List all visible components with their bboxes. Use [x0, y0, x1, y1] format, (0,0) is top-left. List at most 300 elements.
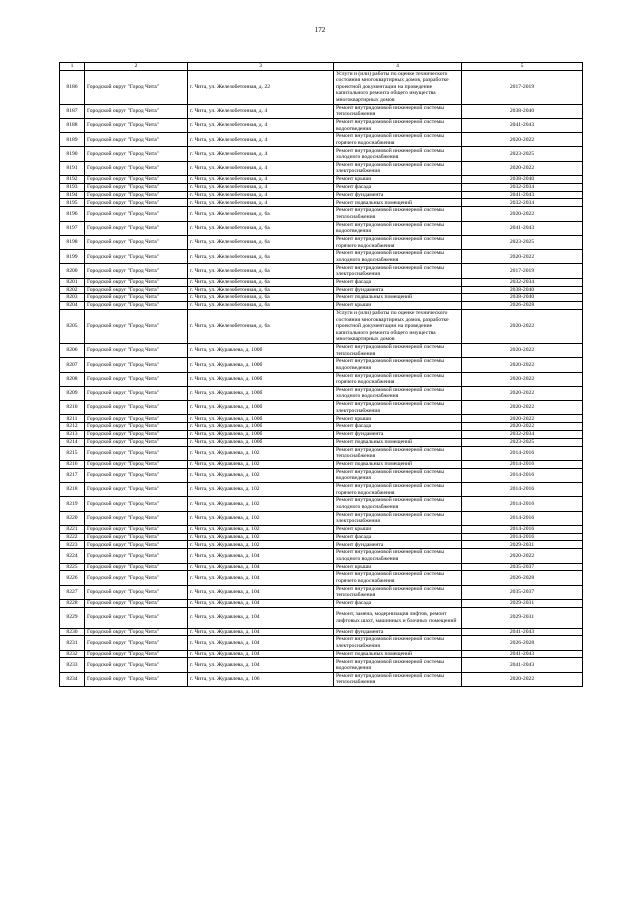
work-type-cell: Ремонт внутридомовой инженерной системы электроснабжения — [334, 511, 462, 525]
table-row — [60, 650, 583, 658]
table-row — [60, 483, 583, 497]
row-number-cell: 8201 — [60, 278, 85, 286]
municipality-cell: Городской округ "Город Чита" — [85, 118, 188, 132]
address-cell: г. Чита, ул. Железобетонная, д. 6а — [188, 264, 334, 278]
table-row — [60, 549, 583, 563]
work-type-cell: Услуги и (или) работы по оценке технического состояния многоквартирных домов, разработке проектной документации на проведение капитального ремонта общего имущества многоквартирных домов — [334, 70, 462, 104]
address-cell: г. Чита, ул. Железобетонная, д. 6а — [188, 221, 334, 235]
table-row — [60, 628, 583, 636]
period-cell: 2014-2016 — [462, 497, 583, 511]
table-row — [60, 607, 583, 628]
page-number: 172 — [314, 26, 326, 34]
column-header: 4 — [334, 63, 462, 71]
address-cell: г. Чита, ул. Журавлева, д. 104 — [188, 628, 334, 636]
municipality-cell: Городской округ "Город Чита" — [85, 343, 188, 357]
period-cell: 2032-2034 — [462, 183, 583, 191]
row-number-cell: 8227 — [60, 585, 85, 599]
period-cell: 2038-2040 — [462, 286, 583, 294]
municipality-cell: Городской округ "Город Чита" — [85, 207, 188, 221]
work-type-cell: Ремонт подвальных помещений — [334, 199, 462, 207]
table-row — [60, 302, 583, 310]
address-cell: г. Чита, ул. Журавлева, д. 104 — [188, 585, 334, 599]
municipality-cell: Городской округ "Город Чита" — [85, 294, 188, 302]
period-cell: 2026-2028 — [462, 302, 583, 310]
period-cell: 2014-2016 — [462, 468, 583, 482]
table-row — [60, 563, 583, 571]
address-cell: г. Чита, ул. Журавлева, д. 100б — [188, 401, 334, 415]
municipality-cell: Городской округ "Город Чита" — [85, 468, 188, 482]
work-type-cell: Ремонт внутридомовой инженерной системы теплоснабжения — [334, 585, 462, 599]
municipality-cell: Городской округ "Город Чита" — [85, 70, 188, 104]
period-cell: 2020-2022 — [462, 250, 583, 264]
table-row — [60, 372, 583, 386]
row-number-cell: 8194 — [60, 191, 85, 199]
period-cell: 2020-2022 — [462, 386, 583, 400]
work-type-cell: Ремонт, замена, модернизация лифтов, ремонт лифтовых шахт, машинных и блочных помещений — [334, 607, 462, 628]
work-type-cell: Ремонт внутридомовой инженерной системы электроснабжения — [334, 401, 462, 415]
table-row — [60, 161, 583, 175]
work-type-cell: Ремонт внутридомовой инженерной системы холодного водоснабжения — [334, 147, 462, 161]
row-number-cell: 8228 — [60, 599, 85, 607]
row-number-cell: 8186 — [60, 70, 85, 104]
table-row — [60, 438, 583, 446]
address-cell: г. Чита, ул. Журавлева, д. 100б — [188, 358, 334, 372]
row-number-cell: 8215 — [60, 446, 85, 460]
address-cell: г. Чита, ул. Журавлева, д. 104 — [188, 563, 334, 571]
row-number-cell: 8193 — [60, 183, 85, 191]
municipality-cell: Городской округ "Город Чита" — [85, 549, 188, 563]
table-row — [60, 497, 583, 511]
work-type-cell: Ремонт подвальных помещений — [334, 650, 462, 658]
municipality-cell: Городской округ "Город Чита" — [85, 286, 188, 294]
municipality-cell: Городской округ "Город Чита" — [85, 235, 188, 249]
address-cell: г. Чита, ул. Журавлева, д. 104 — [188, 571, 334, 585]
period-cell: 2041-2043 — [462, 650, 583, 658]
row-number-cell: 8231 — [60, 636, 85, 650]
period-cell: 2038-2040 — [462, 176, 583, 184]
address-cell: г. Чита, ул. Журавлева, д. 100б — [188, 438, 334, 446]
work-type-cell: Ремонт фасада — [334, 278, 462, 286]
municipality-cell: Городской округ "Город Чита" — [85, 497, 188, 511]
table-row — [60, 286, 583, 294]
work-type-cell: Ремонт внутридомовой инженерной системы теплоснабжения — [334, 343, 462, 357]
address-cell: г. Чита, ул. Железобетонная, д. 6а — [188, 207, 334, 221]
row-number-cell: 8202 — [60, 286, 85, 294]
table-row — [60, 176, 583, 184]
address-cell: г. Чита, ул. Железобетонная, д. 4 — [188, 176, 334, 184]
work-type-cell: Ремонт внутридомовой инженерной системы теплоснабжения — [334, 446, 462, 460]
address-cell: г. Чита, ул. Журавлева, д. 102 — [188, 525, 334, 533]
period-cell: 2020-2022 — [462, 207, 583, 221]
address-cell: г. Чита, ул. Журавлева, д. 102 — [188, 460, 334, 468]
address-cell: г. Чита, ул. Железобетонная, д. 6а — [188, 294, 334, 302]
row-number-cell: 8187 — [60, 104, 85, 118]
table-row — [60, 431, 583, 439]
municipality-cell: Городской округ "Город Чита" — [85, 650, 188, 658]
work-type-cell: Ремонт внутридомовой инженерной системы электроснабжения — [334, 161, 462, 175]
row-number-cell: 8229 — [60, 607, 85, 628]
municipality-cell: Городской округ "Город Чита" — [85, 191, 188, 199]
period-cell: 2020-2022 — [462, 161, 583, 175]
work-type-cell: Ремонт фундамента — [334, 541, 462, 549]
row-number-cell: 8196 — [60, 207, 85, 221]
period-cell: 2020-2022 — [462, 372, 583, 386]
period-cell: 2035-2037 — [462, 585, 583, 599]
address-cell: г. Чита, ул. Журавлева, д. 102 — [188, 483, 334, 497]
work-type-cell: Ремонт внутридомовой инженерной системы холодного водоснабжения — [334, 549, 462, 563]
table-row — [60, 571, 583, 585]
address-cell: г. Чита, ул. Журавлева, д. 102 — [188, 446, 334, 460]
work-type-cell: Ремонт фасада — [334, 183, 462, 191]
row-number-cell: 8211 — [60, 415, 85, 423]
municipality-cell: Городской округ "Город Чита" — [85, 309, 188, 343]
address-cell: г. Чита, ул. Журавлева, д. 100б — [188, 415, 334, 423]
row-number-cell: 8222 — [60, 533, 85, 541]
address-cell: г. Чита, ул. Железобетонная, д. 4 — [188, 133, 334, 147]
row-number-cell: 8209 — [60, 386, 85, 400]
municipality-cell: Городской округ "Город Чита" — [85, 541, 188, 549]
period-cell: 2032-2034 — [462, 431, 583, 439]
address-cell: г. Чита, ул. Железобетонная, д. 4 — [188, 161, 334, 175]
municipality-cell: Городской округ "Город Чита" — [85, 483, 188, 497]
row-number-cell: 8210 — [60, 401, 85, 415]
table-row — [60, 585, 583, 599]
row-number-cell: 8191 — [60, 161, 85, 175]
period-cell: 2017-2019 — [462, 70, 583, 104]
municipality-cell: Городской округ "Город Чита" — [85, 585, 188, 599]
municipality-cell: Городской округ "Город Чита" — [85, 358, 188, 372]
work-type-cell: Ремонт крыши — [334, 415, 462, 423]
column-header: 5 — [462, 63, 583, 71]
address-cell: г. Чита, ул. Журавлева, д. 100б — [188, 423, 334, 431]
period-cell: 2038-2040 — [462, 104, 583, 118]
work-type-cell: Ремонт фундамента — [334, 431, 462, 439]
row-number-cell: 8214 — [60, 438, 85, 446]
address-cell: г. Чита, ул. Железобетонная, д. 4 — [188, 199, 334, 207]
period-cell: 2014-2016 — [462, 533, 583, 541]
address-cell: г. Чита, ул. Журавлева, д. 104 — [188, 650, 334, 658]
work-type-cell: Ремонт внутридомовой инженерной системы холодного водоснабжения — [334, 250, 462, 264]
row-number-cell: 8189 — [60, 133, 85, 147]
period-cell: 2020-2022 — [462, 343, 583, 357]
work-type-cell: Ремонт подвальных помещений — [334, 460, 462, 468]
row-number-cell: 8219 — [60, 497, 85, 511]
address-cell: г. Чита, ул. Журавлева, д. 102 — [188, 497, 334, 511]
work-type-cell: Ремонт внутридомовой инженерной системы горячего водоснабжения — [334, 372, 462, 386]
work-type-cell: Ремонт внутридомовой инженерной системы водоотведения — [334, 358, 462, 372]
period-cell: 2020-2022 — [462, 423, 583, 431]
period-cell: 2041-2043 — [462, 118, 583, 132]
address-cell: г. Чита, ул. Журавлева, д. 100б — [188, 431, 334, 439]
work-type-cell: Ремонт внутридомовой инженерной системы холодного водоснабжения — [334, 497, 462, 511]
municipality-cell: Городской округ "Город Чита" — [85, 599, 188, 607]
table-row — [60, 221, 583, 235]
municipality-cell: Городской округ "Город Чита" — [85, 525, 188, 533]
table-row — [60, 343, 583, 357]
work-type-cell: Ремонт внутридомовой инженерной системы электроснабжения — [334, 264, 462, 278]
period-cell: 2032-2034 — [462, 199, 583, 207]
table-row — [60, 386, 583, 400]
work-type-cell: Ремонт подвальных помещений — [334, 438, 462, 446]
table-row — [60, 460, 583, 468]
municipality-cell: Городской округ "Город Чита" — [85, 607, 188, 628]
column-header: 1 — [60, 63, 85, 71]
address-cell: г. Чита, ул. Железобетонная, д. 6а — [188, 309, 334, 343]
address-cell: г. Чита, ул. Железобетонная, д. 4 — [188, 118, 334, 132]
table-row — [60, 207, 583, 221]
period-cell: 2014-2016 — [462, 483, 583, 497]
address-cell: г. Чита, ул. Журавлева, д. 102 — [188, 468, 334, 482]
municipality-cell: Городской округ "Город Чита" — [85, 431, 188, 439]
work-type-cell: Ремонт фасада — [334, 423, 462, 431]
work-type-cell: Ремонт фундамента — [334, 191, 462, 199]
work-type-cell: Ремонт крыши — [334, 176, 462, 184]
period-cell: 2026-2028 — [462, 636, 583, 650]
row-number-cell: 8188 — [60, 118, 85, 132]
period-cell: 2041-2043 — [462, 628, 583, 636]
municipality-cell: Городской округ "Город Чита" — [85, 438, 188, 446]
table-row — [60, 541, 583, 549]
address-cell: г. Чита, ул. Журавлева, д. 104 — [188, 658, 334, 672]
work-type-cell: Ремонт внутридомовой инженерной системы теплоснабжения — [334, 672, 462, 686]
row-number-cell: 8205 — [60, 309, 85, 343]
period-cell: 2020-2022 — [462, 133, 583, 147]
address-cell: г. Чита, ул. Железобетонная, д. 4 — [188, 147, 334, 161]
table-row — [60, 401, 583, 415]
period-cell: 2029-2031 — [462, 599, 583, 607]
table-row — [60, 250, 583, 264]
table-row — [60, 235, 583, 249]
table-row — [60, 278, 583, 286]
period-cell: 2041-2043 — [462, 221, 583, 235]
work-type-cell: Ремонт фасада — [334, 533, 462, 541]
table-row — [60, 147, 583, 161]
row-number-cell: 8198 — [60, 235, 85, 249]
work-type-cell: Ремонт внутридомовой инженерной системы холодного водоснабжения — [334, 386, 462, 400]
row-number-cell: 8223 — [60, 541, 85, 549]
address-cell: г. Чита, ул. Железобетонная, д. 6а — [188, 250, 334, 264]
period-cell: 2020-2022 — [462, 415, 583, 423]
municipality-cell: Городской округ "Город Чита" — [85, 161, 188, 175]
address-cell: г. Чита, ул. Журавлева, д. 100б — [188, 386, 334, 400]
column-header: 3 — [188, 63, 334, 71]
row-number-cell: 8232 — [60, 650, 85, 658]
period-cell: 2020-2022 — [462, 672, 583, 686]
address-cell: г. Чита, ул. Журавлева, д. 106 — [188, 672, 334, 686]
row-number-cell: 8204 — [60, 302, 85, 310]
period-cell: 2014-2016 — [462, 525, 583, 533]
period-cell: 2023-2025 — [462, 438, 583, 446]
municipality-cell: Городской округ "Город Чита" — [85, 183, 188, 191]
work-type-cell: Ремонт крыши — [334, 525, 462, 533]
work-type-cell: Ремонт внутридомовой инженерной системы водоотведения — [334, 221, 462, 235]
address-cell: г. Чита, ул. Журавлева, д. 104 — [188, 607, 334, 628]
table-row — [60, 468, 583, 482]
address-cell: г. Чита, ул. Журавлева, д. 102 — [188, 541, 334, 549]
municipality-cell: Городской округ "Город Чита" — [85, 302, 188, 310]
table-row — [60, 70, 583, 104]
table-row — [60, 358, 583, 372]
municipality-cell: Городской округ "Город Чита" — [85, 176, 188, 184]
address-cell: г. Чита, ул. Журавлева, д. 102 — [188, 533, 334, 541]
table-row — [60, 133, 583, 147]
period-cell: 2038-2040 — [462, 294, 583, 302]
row-number-cell: 8226 — [60, 571, 85, 585]
period-cell: 2020-2022 — [462, 549, 583, 563]
table-row — [60, 118, 583, 132]
work-type-cell: Ремонт внутридомовой инженерной системы горячего водоснабжения — [334, 235, 462, 249]
municipality-cell: Городской округ "Город Чита" — [85, 250, 188, 264]
address-cell: г. Чита, ул. Журавлева, д. 100б — [188, 372, 334, 386]
row-number-cell: 8213 — [60, 431, 85, 439]
period-cell: 2017-2019 — [462, 264, 583, 278]
address-cell: г. Чита, ул. Журавлева, д. 104 — [188, 599, 334, 607]
period-cell: 2023-2025 — [462, 147, 583, 161]
address-cell: г. Чита, ул. Железобетонная, д. 6а — [188, 235, 334, 249]
row-number-cell: 8200 — [60, 264, 85, 278]
municipality-cell: Городской округ "Город Чита" — [85, 133, 188, 147]
municipality-cell: Городской округ "Город Чита" — [85, 658, 188, 672]
table-row — [60, 672, 583, 686]
municipality-cell: Городской округ "Город Чита" — [85, 571, 188, 585]
work-type-cell: Ремонт крыши — [334, 302, 462, 310]
table-row — [60, 525, 583, 533]
row-number-cell: 8234 — [60, 672, 85, 686]
period-cell: 2020-2022 — [462, 309, 583, 343]
municipality-cell: Городской округ "Город Чита" — [85, 511, 188, 525]
period-cell: 2020-2022 — [462, 401, 583, 415]
address-cell: г. Чита, ул. Железобетонная, д. 6а — [188, 278, 334, 286]
municipality-cell: Городской округ "Город Чита" — [85, 628, 188, 636]
work-type-cell: Ремонт подвальных помещений — [334, 294, 462, 302]
row-number-cell: 8217 — [60, 468, 85, 482]
period-cell: 2026-2028 — [462, 571, 583, 585]
municipality-cell: Городской округ "Город Чита" — [85, 423, 188, 431]
work-type-cell: Ремонт внутридомовой инженерной системы электроснабжения — [334, 636, 462, 650]
period-cell: 2014-2016 — [462, 511, 583, 525]
period-cell: 2023-2025 — [462, 235, 583, 249]
municipality-cell: Городской округ "Город Чита" — [85, 401, 188, 415]
table-row — [60, 104, 583, 118]
address-cell: г. Чита, ул. Железобетонная, д. 4 — [188, 191, 334, 199]
municipality-cell: Городской округ "Город Чита" — [85, 104, 188, 118]
table-row — [60, 658, 583, 672]
table-row — [60, 183, 583, 191]
row-number-cell: 8221 — [60, 525, 85, 533]
work-type-cell: Ремонт внутридомовой инженерной системы водоотведения — [334, 658, 462, 672]
work-type-cell: Ремонт внутридомовой инженерной системы горячего водоснабжения — [334, 483, 462, 497]
municipality-cell: Городской округ "Город Чита" — [85, 386, 188, 400]
work-type-cell: Ремонт внутридомовой инженерной системы теплоснабжения — [334, 207, 462, 221]
municipality-cell: Городской округ "Город Чита" — [85, 415, 188, 423]
table-row — [60, 264, 583, 278]
municipality-cell: Городской округ "Город Чита" — [85, 278, 188, 286]
municipality-cell: Городской округ "Город Чита" — [85, 636, 188, 650]
address-cell: г. Чита, ул. Железобетонная, д. 6а — [188, 302, 334, 310]
work-type-cell: Ремонт фундамента — [334, 628, 462, 636]
municipality-cell: Городской округ "Город Чита" — [85, 221, 188, 235]
row-number-cell: 8190 — [60, 147, 85, 161]
period-cell: 2041-2043 — [462, 191, 583, 199]
work-type-cell: Ремонт внутридомовой инженерной системы водоотведения — [334, 468, 462, 482]
column-header: 2 — [85, 63, 188, 71]
work-type-cell: Ремонт внутридомовой инженерной системы горячего водоснабжения — [334, 571, 462, 585]
row-number-cell: 8225 — [60, 563, 85, 571]
address-cell: г. Чита, ул. Железобетонная, д. 6а — [188, 286, 334, 294]
work-type-cell: Ремонт внутридомовой инженерной системы водоотведения — [334, 118, 462, 132]
table-row — [60, 446, 583, 460]
row-number-cell: 8233 — [60, 658, 85, 672]
period-cell: 2014-2016 — [462, 460, 583, 468]
table-row — [60, 533, 583, 541]
address-cell: г. Чита, ул. Журавлева, д. 104 — [188, 549, 334, 563]
municipality-cell: Городской округ "Город Чита" — [85, 147, 188, 161]
address-cell: г. Чита, ул. Журавлева, д. 100б — [188, 343, 334, 357]
period-cell: 2035-2037 — [462, 563, 583, 571]
row-number-cell: 8218 — [60, 483, 85, 497]
row-number-cell: 8195 — [60, 199, 85, 207]
table-row — [60, 511, 583, 525]
table-row — [60, 423, 583, 431]
row-number-cell: 8230 — [60, 628, 85, 636]
row-number-cell: 8224 — [60, 549, 85, 563]
row-number-cell: 8203 — [60, 294, 85, 302]
work-type-cell: Ремонт внутридомовой инженерной системы горячего водоснабжения — [334, 133, 462, 147]
row-number-cell: 8216 — [60, 460, 85, 468]
work-type-cell: Ремонт внутридомовой инженерной системы теплоснабжения — [334, 104, 462, 118]
work-type-cell: Ремонт фасада — [334, 599, 462, 607]
address-cell: г. Чита, ул. Журавлева, д. 102 — [188, 511, 334, 525]
municipality-cell: Городской округ "Город Чита" — [85, 264, 188, 278]
table-body — [60, 70, 583, 686]
table-row — [60, 191, 583, 199]
row-number-cell: 8220 — [60, 511, 85, 525]
table-row — [60, 599, 583, 607]
row-number-cell: 8192 — [60, 176, 85, 184]
work-type-cell: Ремонт крыши — [334, 563, 462, 571]
municipality-cell: Городской округ "Город Чита" — [85, 199, 188, 207]
table-header-row — [60, 63, 583, 71]
municipality-cell: Городской округ "Город Чита" — [85, 372, 188, 386]
period-cell: 2020-2022 — [462, 358, 583, 372]
row-number-cell: 8207 — [60, 358, 85, 372]
row-number-cell: 8199 — [60, 250, 85, 264]
period-cell: 2032-2034 — [462, 278, 583, 286]
address-cell: г. Чита, ул. Железобетонная, д. 4 — [188, 104, 334, 118]
table-row — [60, 199, 583, 207]
row-number-cell: 8208 — [60, 372, 85, 386]
table-row — [60, 309, 583, 343]
address-cell: г. Чита, ул. Железобетонная, д. 4 — [188, 183, 334, 191]
row-number-cell: 8212 — [60, 423, 85, 431]
table-row — [60, 415, 583, 423]
municipality-cell: Городской округ "Город Чита" — [85, 563, 188, 571]
period-cell: 2041-2043 — [462, 658, 583, 672]
row-number-cell: 8197 — [60, 221, 85, 235]
municipality-cell: Городской округ "Город Чита" — [85, 672, 188, 686]
address-cell: г. Чита, ул. Журавлева, д. 104 — [188, 636, 334, 650]
table-row — [60, 636, 583, 650]
period-cell: 2014-2016 — [462, 446, 583, 460]
table-row — [60, 294, 583, 302]
period-cell: 2029-2031 — [462, 541, 583, 549]
address-cell: г. Чита, ул. Железобетонная, д. 22 — [188, 70, 334, 104]
municipality-cell: Городской округ "Город Чита" — [85, 533, 188, 541]
work-type-cell: Ремонт фундамента — [334, 286, 462, 294]
period-cell: 2029-2031 — [462, 607, 583, 628]
municipality-cell: Городской округ "Город Чита" — [85, 446, 188, 460]
row-number-cell: 8206 — [60, 343, 85, 357]
